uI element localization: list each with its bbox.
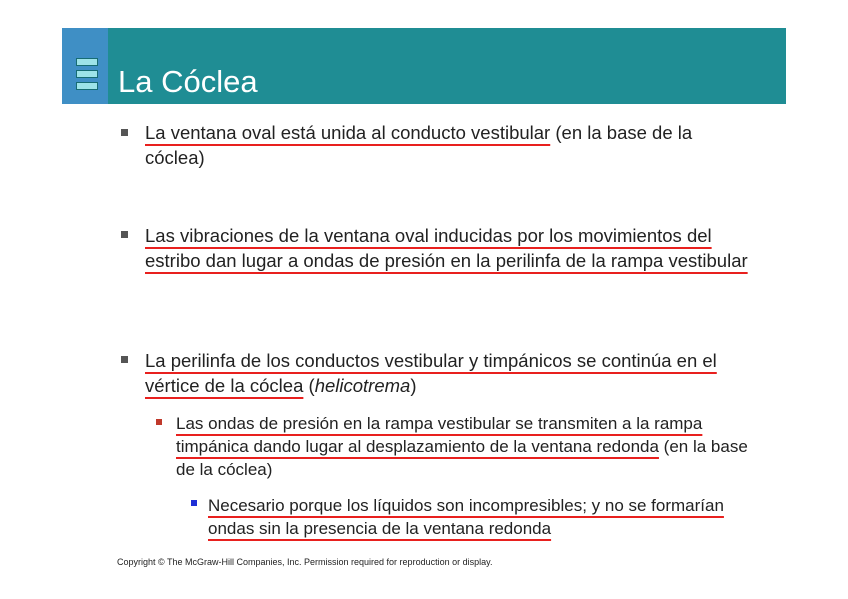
bullet-marker xyxy=(121,231,128,238)
sub-sub-bullet-necesario xyxy=(208,494,728,540)
bullet-text: ) xyxy=(410,375,417,396)
underlined-text: Las ondas de presión en la rampa vestibular se transmiten a la rampa timpánica dando lugar al desplazamiento de la ventana redonda xyxy=(176,414,703,456)
underlined-text: Las vibraciones de la ventana oval inducidas por los movimientos del estribo dan lugar a ondas de presión en la perilinfa de la rampa vestibular xyxy=(145,225,748,271)
underlined-text: La perilinfa de los conductos vestibular y timpánicos se continúa en el vértice de la cóclea xyxy=(145,350,717,396)
copyright-footer: Copyright © The McGraw-Hill Companies, Inc. Permission required for reproduction or display. xyxy=(117,557,493,567)
italic-term: helicotrema xyxy=(314,375,411,396)
bullet-text: ( xyxy=(303,375,315,396)
underlined-text: La ventana oval está unida al conducto vestibular xyxy=(145,122,551,143)
bullet-perilinfa xyxy=(145,348,755,398)
slide-title: La Cóclea xyxy=(118,64,258,99)
bullet-vibraciones xyxy=(145,223,755,273)
underlined-text: Necesario porque los líquidos son incompresibles; y no se formarían ondas sin la presencia de la ventana redonda xyxy=(208,496,724,538)
bullet-ventana-oval xyxy=(145,120,755,170)
sub-bullet-marker xyxy=(156,419,162,425)
title-bar xyxy=(62,28,786,104)
bullet-text: (en la base de la cóclea) xyxy=(176,437,748,479)
stacked-layers-icon xyxy=(76,58,98,92)
sub-sub-bullet-marker xyxy=(191,500,197,506)
sub-bullet-ondas xyxy=(176,412,756,481)
bullet-marker xyxy=(121,129,128,136)
bullet-marker xyxy=(121,356,128,363)
bullet-text: (en la base de la cóclea) xyxy=(145,122,693,168)
